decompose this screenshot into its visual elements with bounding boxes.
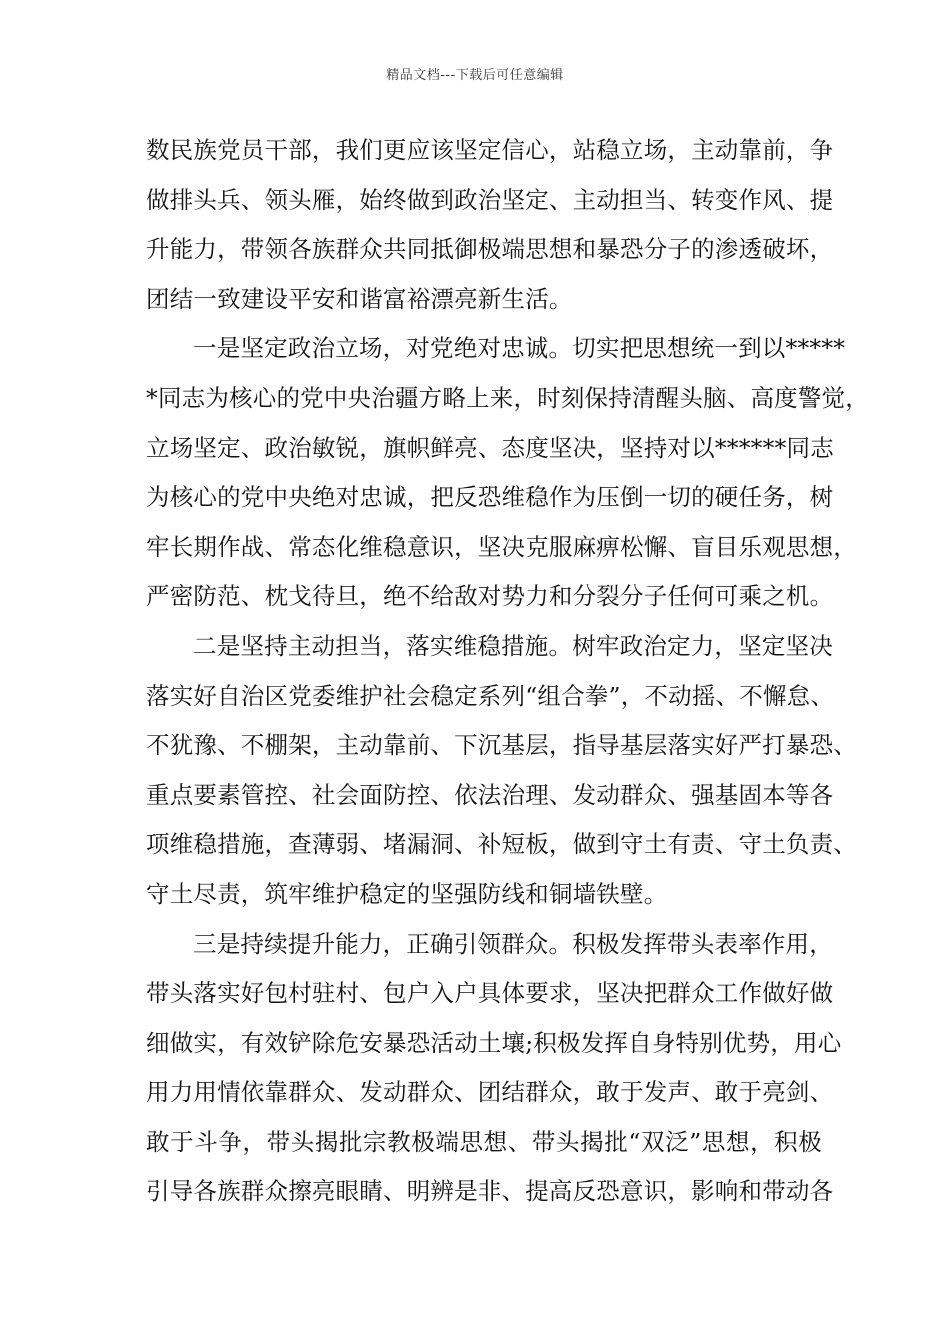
text-line: 为核心的党中央绝对忠诚，把反恐维稳作为压倒一切的硬任务，树 [146, 483, 834, 512]
document-body [146, 126, 869, 1217]
paragraph-1-start: 一是坚定政治立场，对党绝对忠诚。切实把思想统一到以***** [193, 334, 846, 363]
text-line: 敢于斗争，带头揭批宗教极端思想、带头揭批“双泛”思想，积极 [146, 1127, 822, 1156]
text-line: 数民族党员干部，我们更应该坚定信心，站稳立场，主动靠前，争 [146, 136, 834, 164]
text-line: 牢长期作战、常态化维稳意识，坚决克服麻痹松懈、盲目乐观思想， [146, 532, 857, 561]
text-line: 守土尽责，筑牢维护稳定的坚强防线和铜墙铁壁。 [146, 879, 668, 908]
text-line: 团结一致建设平安和谐富裕漂亮新生活。 [146, 284, 573, 313]
text-line: 项维稳措施，查薄弱、堵漏洞、补短板，做到守土有责、守土负责、 [146, 830, 857, 859]
paragraph-3-start: 三是持续提升能力，正确引领群众。积极发挥带头表率作用， [193, 929, 833, 958]
paragraph-2-start: 二是坚持主动担当，落实维稳措施。树牢政治定力，坚定坚决 [193, 631, 833, 660]
text-line: 细做实，有效铲除危安暴恐活动土壤;积极发挥自身特别优势，用心 [146, 1028, 842, 1057]
text-line: 立场坚定、政治敏锐，旗帜鲜亮、态度坚决，坚持对以******同志 [146, 433, 834, 462]
text-line: 做排头兵、领头雁，始终做到政治坚定、主动担当、转变作风、提 [146, 185, 834, 214]
text-line: 重点要素管控、社会面防控、依法治理、发动群众、强基固本等各 [146, 780, 834, 809]
text-line: 引导各族群众擦亮眼睛、明辨是非、提高反恐意识，影响和带动各 [146, 1177, 834, 1206]
text-line: 严密防范、枕戈待旦，绝不给敌对势力和分裂分子任何可乘之机。 [146, 582, 834, 611]
page-header: 精品文档---下载后可任意编辑 [386, 68, 564, 83]
text-line: 落实好自治区党委维护社会稳定系列“组合拳”，不动摇、不懈怠、 [146, 681, 835, 710]
text-line: *同志为核心的党中央治疆方略上来，时刻保持清醒头脑、高度警觉， [146, 383, 869, 412]
text-line: 升能力，带领各族群众共同抵御极端思想和暴恐分子的渗透破坏， [146, 235, 834, 264]
text-line: 不犹豫、不棚架，主动靠前、下沉基层，指导基层落实好严打暴恐、 [146, 731, 857, 760]
text-line: 用力用情依靠群众、发动群众、团结群众，敢于发声、敢于亮剑、 [146, 1078, 834, 1107]
text-line: 带头落实好包村驻村、包户入户具体要求，坚决把群众工作做好做 [146, 979, 834, 1008]
